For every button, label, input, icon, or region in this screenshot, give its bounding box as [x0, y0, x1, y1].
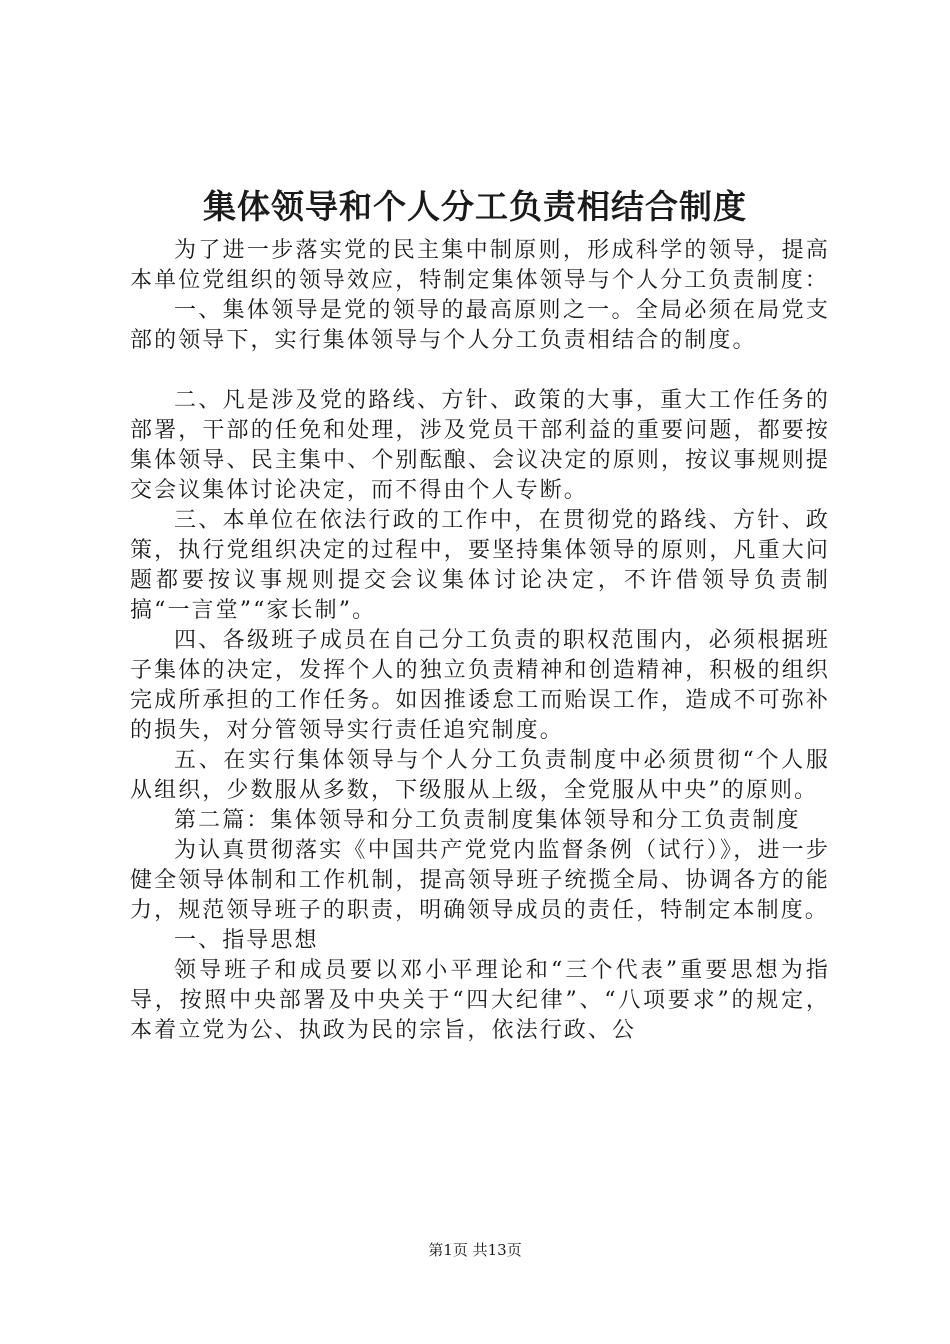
paragraph-item-1: 一、集体领导是党的领导的最高原则之一。全局必须在局党支部的领导下，实行集体领导与个人分工负责相结合的制度。	[130, 298, 830, 353]
paragraph-item-2: 二、凡是涉及党的路线、方针、政策的大事，重大工作任务的部署，干部的任免和处理，涉及党员干部利益的重要问题，都要按集体领导、民主集中、个别酝酿、会议决定的原则，按议事规则提交会议集体讨论决定，而不得由个人专断。	[130, 388, 830, 503]
document-title: 集体领导和个人分工负责相结合制度	[203, 187, 747, 226]
page-indicator: 第1页 共13页	[428, 1241, 522, 1259]
subheading-guiding-thought: 一、指导思想	[174, 928, 319, 953]
document-body	[130, 236, 830, 1046]
paragraph-intro: 为了进一步落实党的民主集中制原则，形成科学的领导，提高本单位党组织的领导效应，特制定集体领导与个人分工负责制度：	[130, 238, 830, 293]
section-heading-part-2: 第二篇：集体领导和分工负责制度集体领导和分工负责制度	[174, 808, 801, 833]
paragraph-item-3: 三、本单位在依法行政的工作中，在贯彻党的路线、方针、政策，执行党组织决定的过程中，要坚持集体领导的原则，凡重大问题都要按议事规则提交会议集体讨论决定，不许借领导负责制搞“一言堂”“家长制”。	[130, 508, 830, 623]
paragraph-item-4: 四、各级班子成员在自己分工负责的职权范围内，必须根据班子集体的决定，发挥个人的独立负责精神和创造精神，积极的组织完成所承担的工作任务。如因推诿怠工而贻误工作，造成不可弥补的损失，对分管领导实行责任追究制度。	[130, 628, 830, 743]
paragraph-item-5: 五、在实行集体领导与个人分工负责制度中必须贯彻“个人服从组织，少数服从多数，下级服从上级，全党服从中央”的原则。	[130, 748, 830, 803]
paragraph-guiding-thought: 领导班子和成员要以邓小平理论和“三个代表”重要思想为指导，按照中央部署及中央关于“四大纪律”、“八项要求”的规定，本着立党为公、执政为民的宗旨，依法行政、公	[130, 958, 830, 1043]
paragraph-part-2-intro: 为认真贯彻落实《中国共产党党内监督条例（试行）》，进一步健全领导体制和工作机制，提高领导班子统揽全局、协调各方的能力，规范领导班子的职责，明确领导成员的责任，特制定本制度。	[130, 838, 830, 923]
